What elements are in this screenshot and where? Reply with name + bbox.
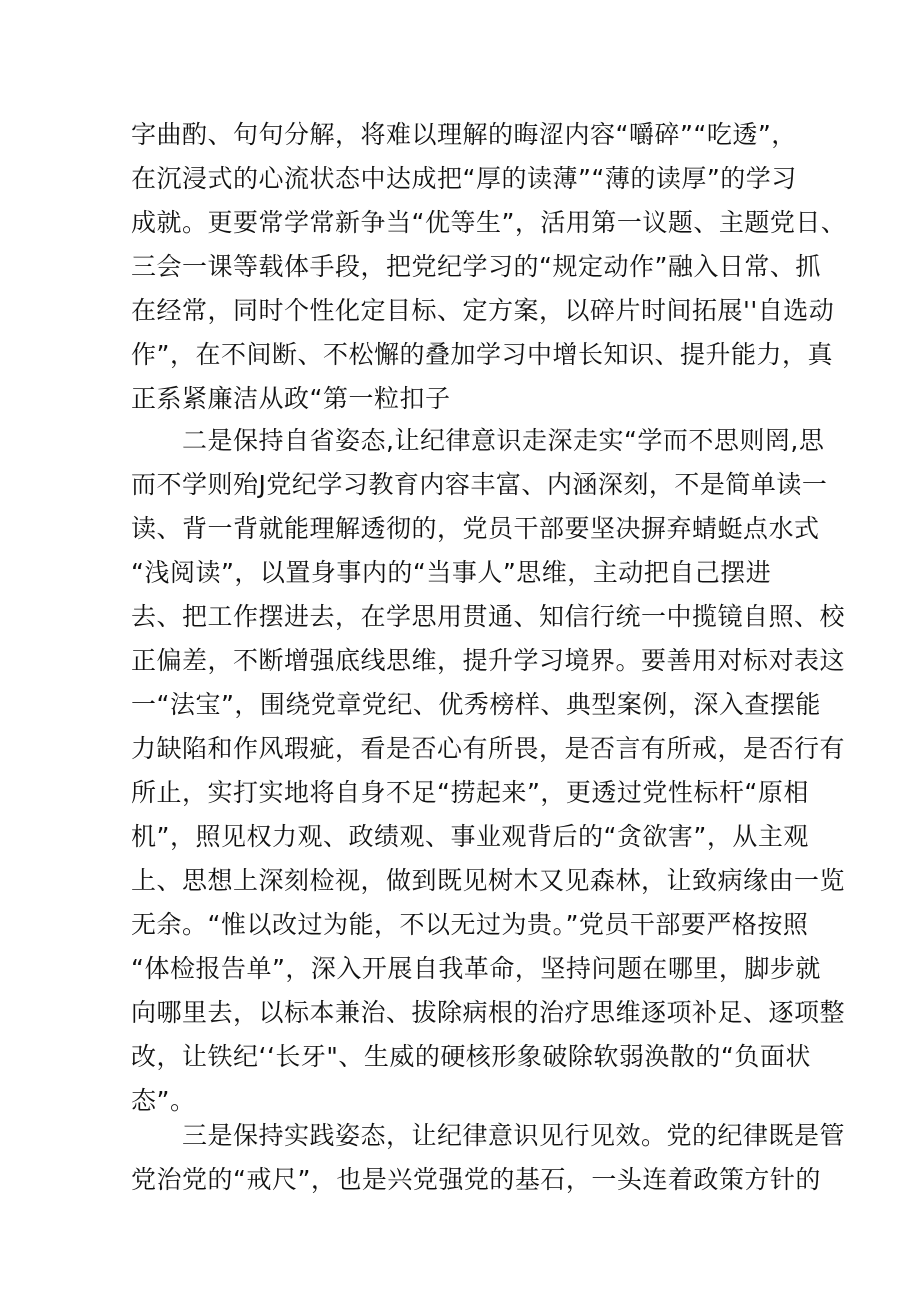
text-line: 成就。更要常学常新争当“优等生”，活用第一议题、主题党日、 <box>131 208 847 237</box>
text-line: 作”，在不间断、不松懈的叠加学习中增长知识、提升能力，真 <box>131 340 833 369</box>
text-line: 三会一课等载体手段，把党纪学习的“规定动作”融入日常、抓 <box>131 252 821 281</box>
text-line: 在沉浸式的心流状态中达成把“厚的读薄”“薄的读厚”的学习 <box>131 164 797 193</box>
text-line: 上、思想上深刻检视，做到既见树木又见森林，让致病缘由一览 <box>131 866 846 895</box>
text-line: 改，让铁纪‘‘长牙"、生威的硬核形象破除软弱涣散的“负面状 <box>131 1042 811 1071</box>
text-line: 向哪里去，以标本兼治、拔除病根的治疗思维逐项补足、逐项整 <box>131 998 846 1027</box>
text-line: 一“法宝”，围绕党章党纪、优秀榜样、典型案例，深入查摆能 <box>131 690 821 719</box>
text-line: 字曲酌、句句分解，将难以理解的晦涩内容“嚼碎”“吃透”， <box>131 120 797 149</box>
text-line: 读、背一背就能理解透彻的，党员干部要坚决摒弃蜻蜓点水式 <box>131 514 820 543</box>
text-line: 无余。“惟以改过为能，不以无过为贵。”党员干部要严格按照 <box>131 910 809 939</box>
text-line: 正偏差，不断增强底线思维，提升学习境界。要善用对标对表这 <box>131 646 846 675</box>
paragraph-3 <box>131 1114 846 1202</box>
text-line: 所止，实打实地将自身不足“捞起来”，更透过党性标杆“原相 <box>131 778 809 807</box>
text-line: 机”，照见权力观、政绩观、事业观背后的“贪欲害”，从主观 <box>131 822 809 851</box>
text-line: 去、把工作摆进去，在学思用贯通、知信行统一中揽镜自照、校 <box>131 602 846 631</box>
text-line: 正系紧廉洁从政“第一粒扣子 <box>131 384 451 413</box>
text-line: 而不学则殆J党纪学习教育内容丰富、内涵深刻，不是简单读一 <box>131 470 828 499</box>
text-line: 力缺陷和作风瑕疵，看是否心有所畏，是否言有所戒，是否行有 <box>131 734 846 763</box>
text-line: 在经常，同时个性化定目标、定方案，以碎片时间拓展''自选动 <box>131 296 835 325</box>
text-line: 态”。 <box>131 1086 196 1115</box>
text-line: “体检报告单”，深入开展自我革命，坚持问题在哪里，脚步就 <box>131 954 821 983</box>
text-line: 三是保持实践姿态，让纪律意识见行见效。党的纪律既是管 <box>131 1121 846 1150</box>
text-line: 二是保持自省姿态,让纪律意识走深走实“学而不思则罔,思 <box>131 426 825 455</box>
text-line: “浅阅读”，以置身事内的“当事人”思维，主动把自己摆进 <box>131 558 772 587</box>
paragraph-2 <box>131 419 846 1123</box>
paragraph-1 <box>131 113 847 421</box>
text-line: 党治党的“戒尺”，也是兴党强党的基石，一头连着政策方针的 <box>131 1165 821 1194</box>
